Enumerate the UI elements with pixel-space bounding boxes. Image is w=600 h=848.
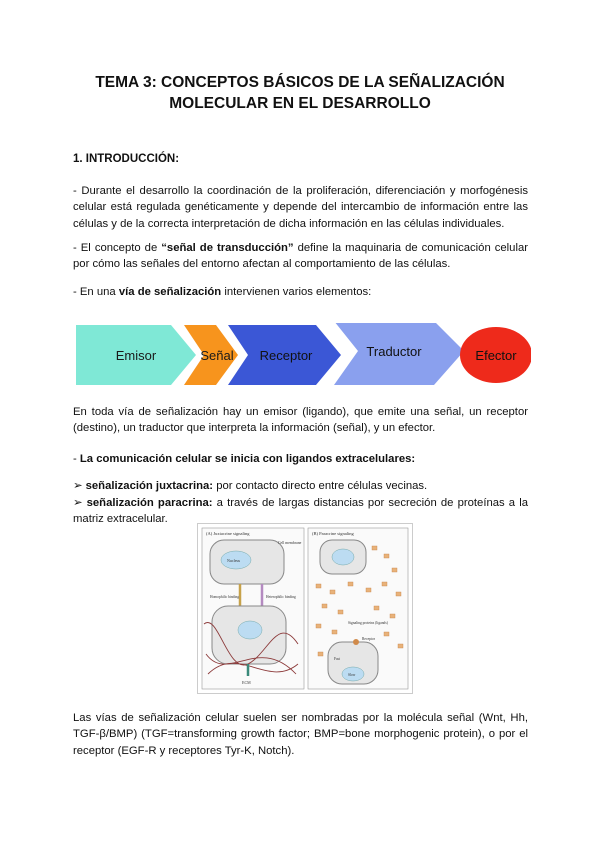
paragraph-pathway [73, 284, 528, 300]
receptor-dot [353, 639, 359, 645]
text: - [73, 453, 80, 465]
signaling-nucleus [332, 549, 354, 565]
text: por contacto directo entre células vecinas. [213, 480, 428, 492]
nucleus-label: Nucleus [227, 558, 241, 563]
homophilic-label: Homophilic binding [210, 595, 240, 599]
text: intervienen varios elementos: [221, 286, 372, 298]
bold-term: “señal de transducción” [161, 242, 294, 254]
bold-term: La comunicación celular se inicia con ligandos extracelulares: [79, 453, 416, 465]
bold-term: señalización juxtacrina: [85, 480, 214, 492]
efector-label: Efector [475, 348, 517, 363]
text: define la maquinaria de comunicación celular por cómo las señales del entorno afectan al comportamiento de las células. [73, 242, 529, 271]
text: a través de largas distancias por secreción de proteínas a la matriz extracelular. [73, 497, 528, 526]
text: - El concepto de [73, 242, 162, 254]
signaling-proteins-label: Signaling proteins (ligands) [348, 621, 388, 625]
bullet-arrow: ➢ [73, 480, 86, 492]
document-title [60, 72, 540, 114]
signaling-flow-diagram [76, 323, 531, 387]
bold-term: señalización paracrina: [86, 497, 213, 509]
title-line-2: MOLECULAR EN EL DESARROLLO [169, 95, 431, 112]
fast-label: Fast [334, 657, 340, 661]
paragraph-summary: En toda vía de señalización hay un emisor (ligando), que emite una señal, un receptor (destino), un traductor que interpreta la información (señal), y un efector. [73, 406, 528, 435]
bullet-juxtacrine [73, 478, 528, 494]
receptor-label: Receptor [362, 637, 375, 641]
section-heading: 1. INTRODUCCIÓN: [73, 153, 180, 165]
bold-term: vía de señalización [118, 286, 222, 298]
paragraph-development: - Durante el desarrollo la coordinación de la proliferación, diferenciación y morfogénesis celular está regulada genéticamente y depende del intercambio de información entre las células y de la correcta interpretación de dicha información en las células individuales. [73, 185, 528, 230]
slow-label: Slow [348, 673, 356, 677]
ecm-label: ECM [242, 680, 251, 685]
cell-membrane-label: Cell membrane [278, 541, 302, 545]
bullet-arrow: ➢ [73, 497, 87, 509]
heterophilic-label: Heterophilic binding [266, 595, 296, 599]
panel-a-title: (A) Juxtacrine signaling [206, 531, 250, 536]
lower-nucleus [238, 621, 262, 639]
receptor-label: Receptor [259, 348, 313, 363]
senal-label: Señal [200, 348, 234, 363]
paragraph-transduction [73, 240, 528, 273]
title-line-1: TEMA 3: CONCEPTOS BÁSICOS DE LA SEÑALIZACIÓN [95, 74, 505, 91]
panel-b-title: (B) Paracrine signaling [312, 531, 354, 536]
text: - En una [73, 286, 119, 298]
paragraph-ligands [73, 451, 528, 467]
traductor-label: Traductor [366, 344, 422, 359]
emisor-label: Emisor [115, 348, 157, 363]
signaling-figure [197, 523, 413, 694]
paragraph-naming: Las vías de señalización celular suelen ser nombradas por la molécula señal (Wnt, Hh, TGF-β/BMP) (TGF=transforming growth factor; BMP=bone morphogenic protein), o por el receptor (EGF-R y receptores Tyr-K, Notch). [73, 712, 528, 757]
